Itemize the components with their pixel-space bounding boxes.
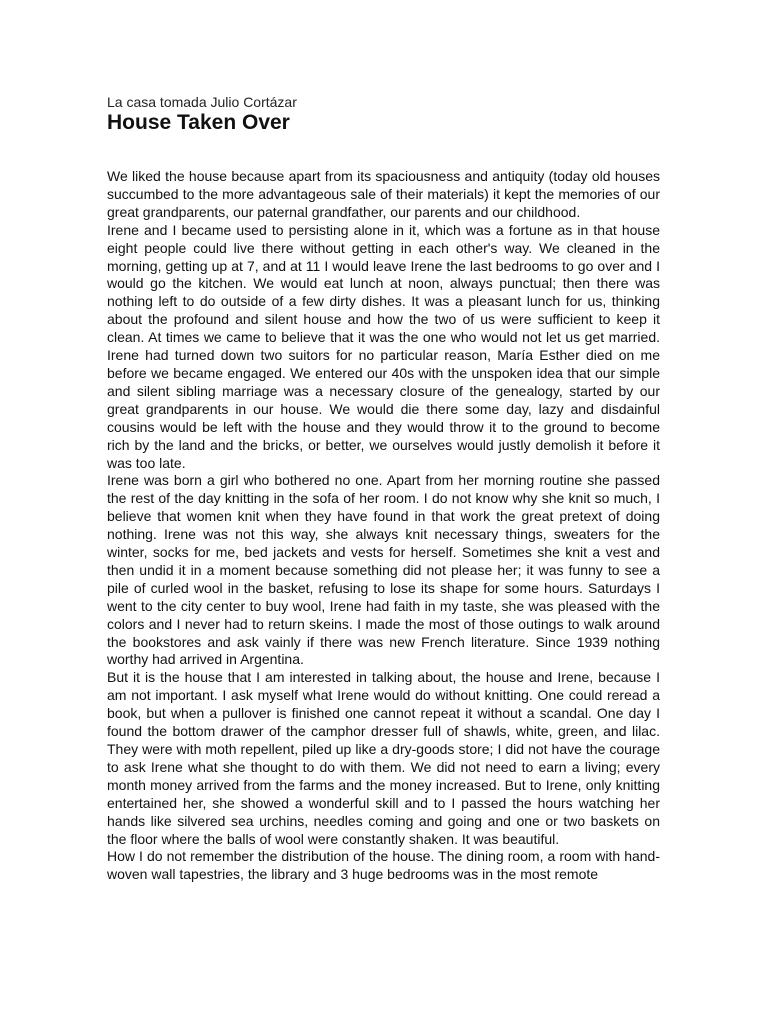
paragraph: Irene was born a girl who bothered no one. Apart from her morning routine she passed the rest of the day knitting in the sofa of her room. I do not know why she knit so much, I believe that women knit when they have found in that work the great pretext of doing nothing. Irene was not this way, she always knit necessary things, sweaters for the winter, socks for me, bed jackets and vests for herself. Sometimes she knit a vest and then undid it in a moment because something did not please her; it was funny to see a pile of curled wool in the basket, refusing to lose its shape for some hours. Saturdays I went to the city center to buy wool, Irene had faith in my taste, she was pleased with the colors and I never had to return skeins. I made the most of those outings to walk around the bookstores and ask vainly if there was new French literature. Since 1939 nothing worthy had arrived in Argentina. [107,472,660,668]
document-subtitle: La casa tomada Julio Cortázar [107,94,297,110]
document-title: House Taken Over [107,111,290,134]
document-body [107,168,660,884]
paragraph: But it is the house that I am interested in talking about, the house and Irene, because I am not important. I ask myself what Irene would do without knitting. One could reread a book, but when a pullover is finished one cannot repeat it without a scandal. One day I found the bottom drawer of the camphor dresser full of shawls, white, green, and lilac. They were with moth repellent, piled up like a dry-goods store; I did not have the courage to ask Irene what she thought to do with them. We did not need to earn a living; every month money arrived from the farms and the money increased. But to Irene, only knitting entertained her, she showed a wonderful skill and to I passed the hours watching her hands like silvered sea urchins, needles coming and going and one or two baskets on the floor where the balls of wool were constantly shaken. It was beautiful. [107,669,660,847]
paragraph: Irene and I became used to persisting alone in it, which was a fortune as in that house eight people could live there without getting in each other's way. We cleaned in the morning, getting up at 7, and at 11 I would leave Irene the last bedrooms to go over and I would go the kitchen. We would eat lunch at noon, always punctual; then there was nothing left to do outside of a few dirty dishes. It was a pleasant lunch for us, thinking about the profound and silent house and how the two of us were sufficient to keep it clean. At times we came to believe that it was the one who would not let us get married. Irene had turned down two suitors for no particular reason, María Esther died on me before we became engaged. We entered our 40s with the unspoken idea that our simple and silent sibling marriage was a necessary closure of the genealogy, started by our great grandparents in our house. We would die there some day, lazy and disdainful cousins would be left with the house and they would throw it to the ground to become rich by the land and the bricks, or better, we ourselves would justly demolish it before it was too late. [107,221,660,471]
paragraph: We liked the house because apart from its spaciousness and antiquity (today old houses succumbed to the more advantageous sale of their materials) it kept the memories of our great grandparents, our paternal grandfather, our parents and our childhood. [107,168,660,220]
paragraph: How I do not remember the distribution of the house. The dining room, a room with hand-woven wall tapestries, the library and 3 huge bedrooms was in the most remote [107,848,660,883]
document-page [107,94,660,883]
